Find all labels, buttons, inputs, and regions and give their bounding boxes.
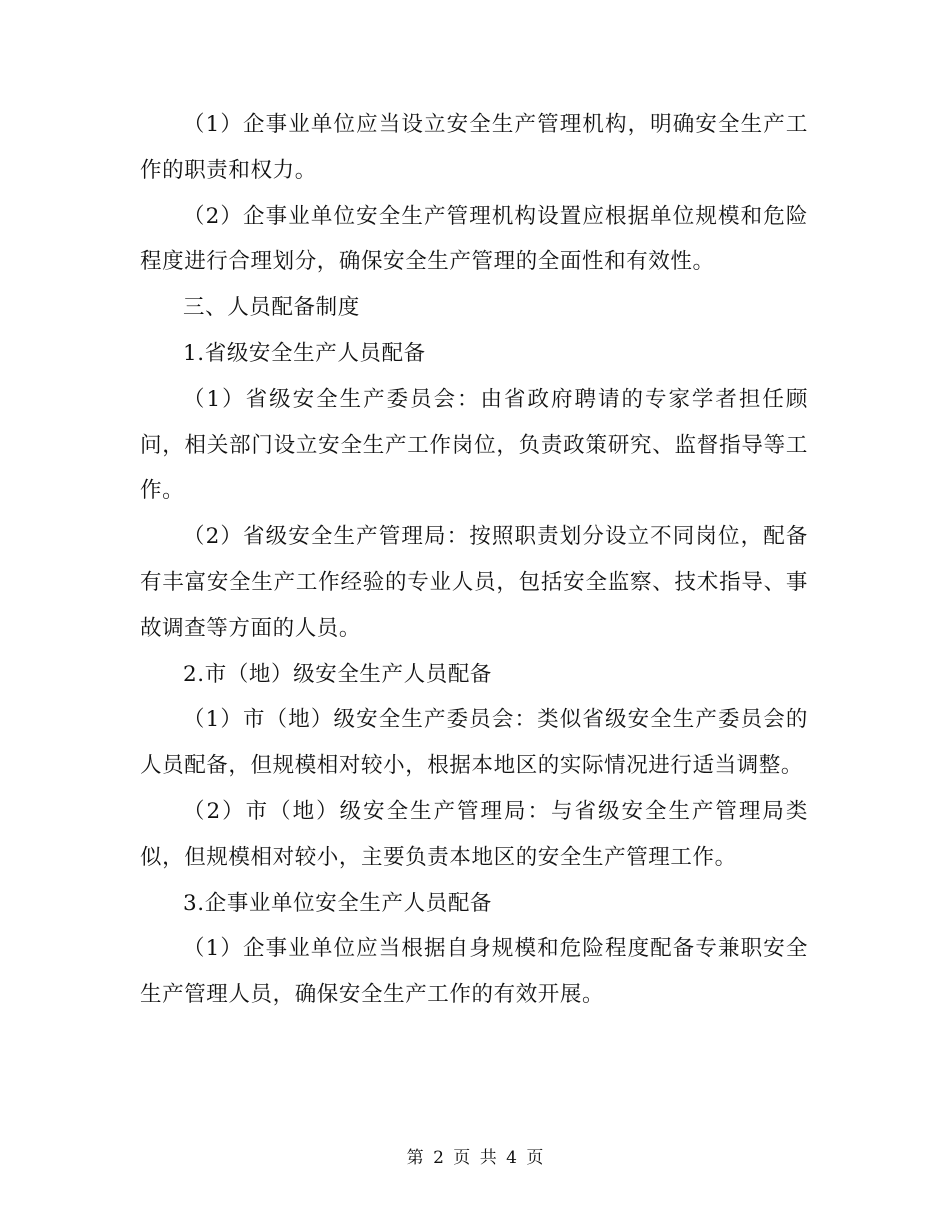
paragraph-enterprise-staff: （1）企事业单位应当根据自身规模和危险程度配备专兼职安全生产管理人员，确保安全生产工作的有效开展。 <box>140 936 808 1008</box>
subheading-enterprise: 3.企事业单位安全生产人员配备 <box>183 890 493 916</box>
paragraph-org-setup: （1）企事业单位应当设立安全生产管理机构，明确安全生产工作的职责和权力。 <box>140 112 808 183</box>
paragraph-municipal-committee: （1）市（地）级安全生产委员会：类似省级安全生产委员会的人员配备，但规模相对较小，根据本地区的实际情况进行适当调整。 <box>140 707 808 779</box>
paragraph-municipal-bureau: （2）市（地）级安全生产管理局：与省级安全生产管理局类似，但规模相对较小，主要负责本地区的安全生产管理工作。 <box>140 798 808 870</box>
paragraph-provincial-committee: （1）省级安全生产委员会：由省政府聘请的专家学者担任顾问，相关部门设立安全生产工作岗位，负责政策研究、监督指导等工作。 <box>140 386 808 504</box>
document-body <box>140 102 808 1018</box>
page-footer: 第 2 页 共 4 页 <box>406 1148 544 1168</box>
subheading-provincial: 1.省级安全生产人员配备 <box>183 340 426 366</box>
subheading-municipal: 2.市（地）级安全生产人员配备 <box>183 661 493 687</box>
paragraph-org-division: （2）企事业单位安全生产管理机构设置应根据单位规模和危险程度进行合理划分，确保安全生产管理的全面性和有效性。 <box>140 203 808 275</box>
section-heading-staffing: 三、人员配备制度 <box>183 295 360 321</box>
paragraph-provincial-bureau: （2）省级安全生产管理局：按照职责划分设立不同岗位，配备有丰富安全生产工作经验的专业人员，包括安全监察、技术指导、事故调查等方面的人员。 <box>140 524 808 641</box>
